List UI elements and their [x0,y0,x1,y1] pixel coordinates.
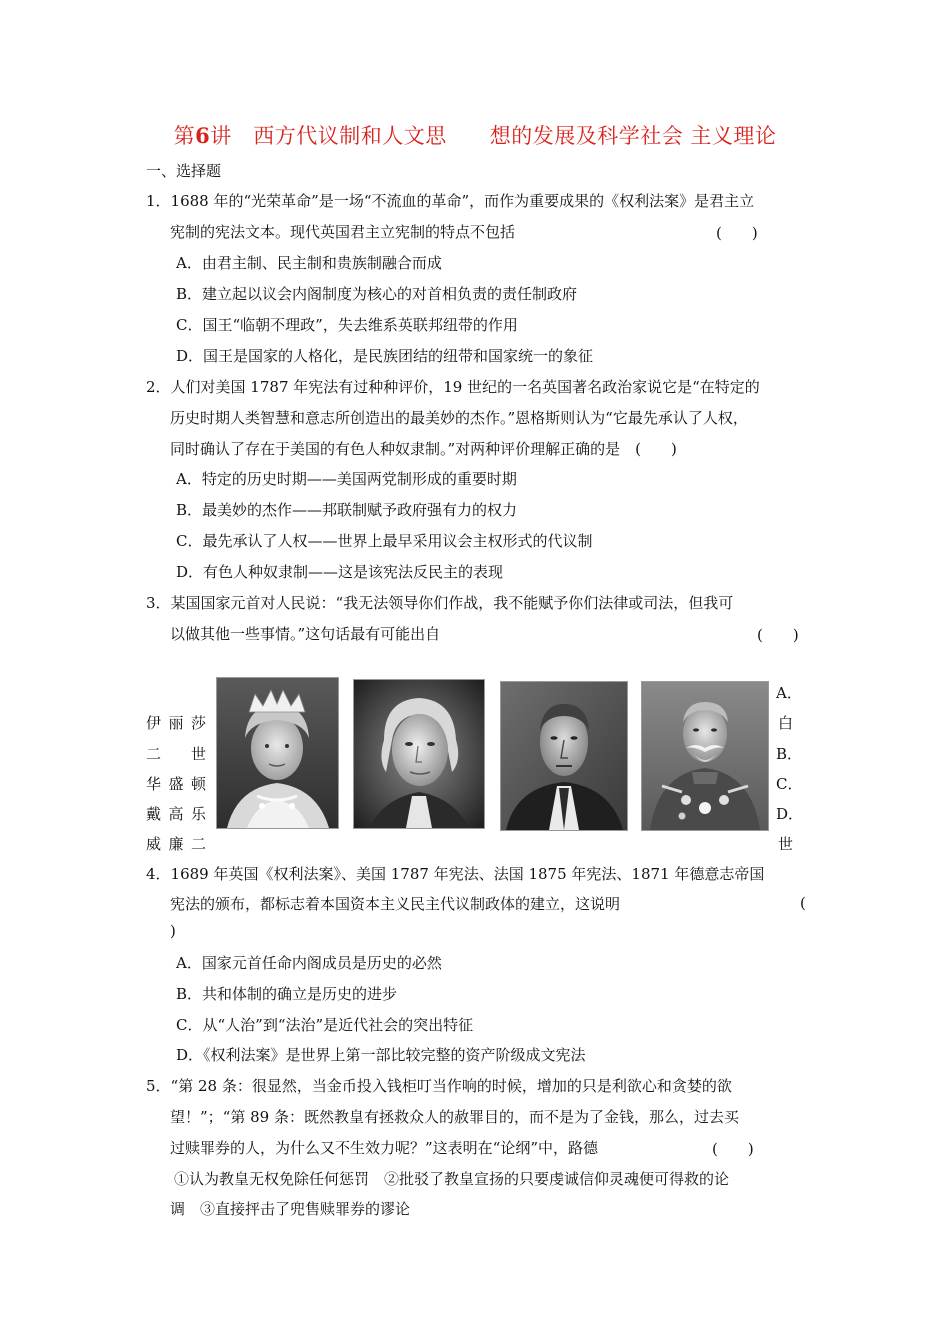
q1-option-c: C．国王“临朝不理政”，失去维系英联邦纽带的作用 [176,316,518,334]
q2-line-3: 同时确认了存在于美国的有色人种奴隶制。”对两种评价理解正确的是 ( ) [170,440,677,458]
section-heading: 一、选择题 [146,162,222,180]
q5-line-3: 过赎罪券的人，为什么又不生效力呢？”这表明在“论纲”中，路德 [170,1139,599,1157]
q2-option-c: C．最先承认了人权——世界上最早采用议会主权形式的代议制 [176,532,593,550]
q4-paren-open: ( [800,894,806,912]
q2-option-d: D．有色人种奴隶制——这是该宪法反民主的表现 [176,563,504,581]
q3-right-row-5: D． [776,805,804,823]
q5-statements-line-2: 调 ③直接抨击了兜售赎罪券的谬论 [170,1200,411,1218]
q5-line-2: 望！”；“第 89 条：既然教皇有拯救众人的赦罪目的，而不是为了金钱，那么，过去买 [170,1108,739,1126]
q3-right-row-2: 白 [778,714,794,732]
q3-answer-paren: ( ) [757,626,799,644]
q4-option-d: D．《权利法案》是世界上第一部比较完整的资产阶级成文宪法 [176,1046,586,1064]
q4-paren-close: ) [170,922,176,940]
q3-left-row-3: 华 盛 顿 [146,775,206,793]
q3-line-1: 3．某国国家元首对人民说：“我无法领导你们作战，我不能赋予你们法律或司法，但我可 [146,594,734,612]
photo-washington [353,679,485,829]
q4-line-1: 4．1689 年英国《权利法案》、美国 1787 年宪法、法国 1875 年宪法、1871 年德意志帝国 [146,865,765,883]
q5-statements-line-1: ①认为教皇无权免除任何惩罚 ②批驳了教皇宣扬的只要虔诚信仰灵魂便可得救的论 [174,1170,730,1188]
q2-option-a: A．特定的历史时期——美国两党制形成的重要时期 [176,470,517,488]
q4-option-b: B．共和体制的确立是历史的进步 [176,985,398,1003]
q3-right-row-1: A． [776,684,802,702]
q3-left-row-1: 伊 丽 莎 [146,714,206,732]
q1-option-d: D．国王是国家的人格化，是民族团结的纽带和国家统一的象征 [176,347,594,365]
q3-right-row-6: 世 [778,835,794,853]
q2-line-1: 2．人们对美国 1787 年宪法有过种种评价，19 世纪的一名英国著名政治家说它是“在特定的 [146,378,760,396]
page-title: 第6讲 西方代议制和人文思 想的发展及科学社会 主义理论 [173,123,777,148]
photo-elizabeth-ii [216,677,339,829]
q3-right-row-4: C． [776,775,803,793]
q5-line-1: 5．“第 28 条：很显然，当金币投入钱柜叮当作响的时候，增加的只是利欲心和贪婪的欲 [146,1077,732,1095]
q3-left-row-2: 二 世 [146,745,206,763]
q1-line-2: 宪制的宪法文本。现代英国君主立宪制的特点不包括 [170,223,516,241]
q1-answer-paren: ( ) [716,224,758,242]
q4-option-c: C．从“人治”到“法治”是近代社会的突出特征 [176,1016,474,1034]
q4-line-2: 宪法的颁布，都标志着本国资本主义民主代议制政体的建立，这说明 [170,895,621,913]
q3-line-2: 以做其他一些事情。”这句话最有可能出自 [170,625,441,643]
q3-left-row-4: 戴 高 乐 [146,805,206,823]
q4-option-a: A．国家元首任命内阁成员是历史的必然 [176,954,442,972]
q1-option-b: B．建立起以议会内阁制度为核心的对首相负责的责任制政府 [176,285,578,303]
photo-wilhelm-ii [641,681,769,831]
q2-line-2: 历史时期人类智慧和意志所创造出的最美妙的杰作。”恩格斯则认为“它最先承认了人权， [170,409,748,427]
q2-option-b: B．最美妙的杰作——邦联制赋予政府强有力的权力 [176,501,518,519]
q3-right-row-3: B． [776,745,803,763]
q3-left-row-5: 威 廉 二 [146,835,206,853]
q1-option-a: A．由君主制、民主制和贵族制融合而成 [176,254,442,272]
q1-line-1: 1．1688 年的“光荣革命”是一场“不流血的革命”，而作为重要成果的《权利法案》是君主立 [146,192,755,210]
photo-de-gaulle [500,681,628,831]
q5-answer-paren: ( ) [712,1140,754,1158]
